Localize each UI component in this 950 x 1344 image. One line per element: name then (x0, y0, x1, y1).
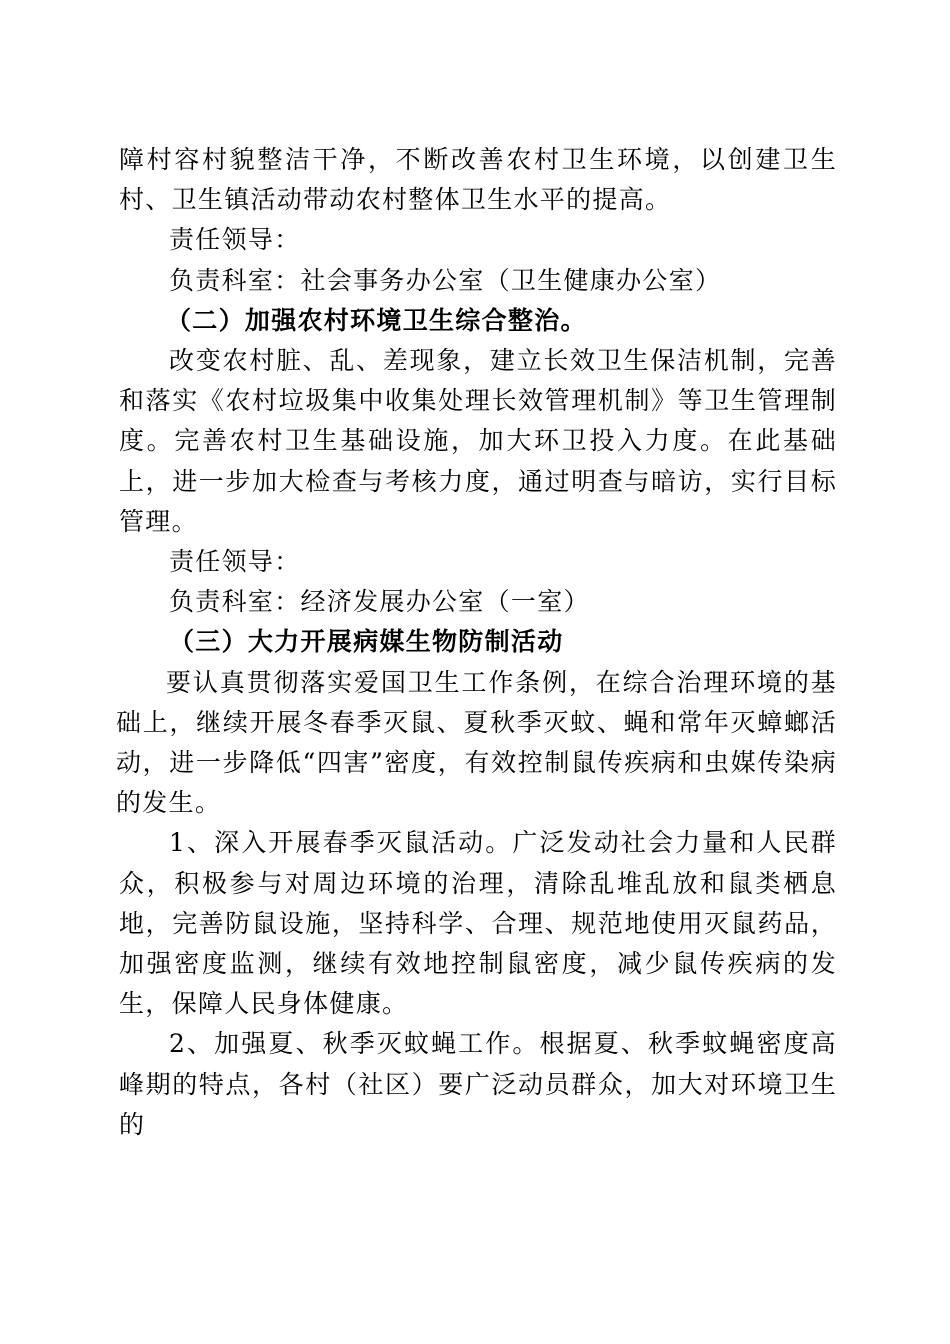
section-heading-3: （三）大力开展病媒生物防制活动 (169, 627, 564, 657)
responsible-leader-label: 责任领导： (169, 547, 301, 577)
document-page (116, 140, 837, 1145)
section-heading-2: （二）加强农村环境卫生综合整治。 (166, 305, 587, 335)
paragraph-vector-control: 要认真贯彻落实爱国卫生工作条例，在综合治理环境的基础上，继续开展冬春季灭鼠、夏秋季灭蚊、蝇和常年灭蟑螂活动，进一步降低“四害”密度，有效控制鼠传疾病和虫媒传染病的发生。 (116, 667, 837, 818)
paragraph-rural-sanitation: 改变农村脏、乱、差现象，建立长效卫生保洁机制，完善和落实《农村垃圾集中收集处理长效管理机制》等卫生管理制度。完善农村卫生基础设施，加大环卫投入力度。在此基础上，进一步加大检查与考核力度，通过明查与暗访，实行目标管理。 (119, 346, 837, 536)
paragraph-continued-village-environment: 障村容村貌整洁干净，不断改善农村卫生环境，以创建卫生村、卫生镇活动带动农村整体卫生水平的提高。 (119, 145, 837, 215)
responsible-office-economic-development: 负责科室：经济发展办公室（一室） (169, 587, 590, 617)
paragraph-summer-autumn-mosquito-control: 2、加强夏、秋季灭蚊蝇工作。根据夏、秋季蚊蝇密度高峰期的特点，各村（社区）要广泛动员群众，加大对环境卫生的 (119, 1029, 837, 1139)
responsible-office-social-affairs: 负责科室：社会事务办公室（卫生健康办公室） (169, 265, 722, 295)
paragraph-spring-rodent-control: 1、深入开展春季灭鼠活动。广泛发动社会力量和人民群众，积极参与对周边环境的治理，清除乱堆乱放和鼠类栖息地，完善防鼠设施，坚持科学、合理、规范地使用灭鼠药品，加强密度监测，继续有效地控制鼠密度，减少鼠传疾病的发生，保障人民身体健康。 (119, 828, 837, 1019)
responsible-leader-label: 责任领导： (169, 225, 301, 255)
